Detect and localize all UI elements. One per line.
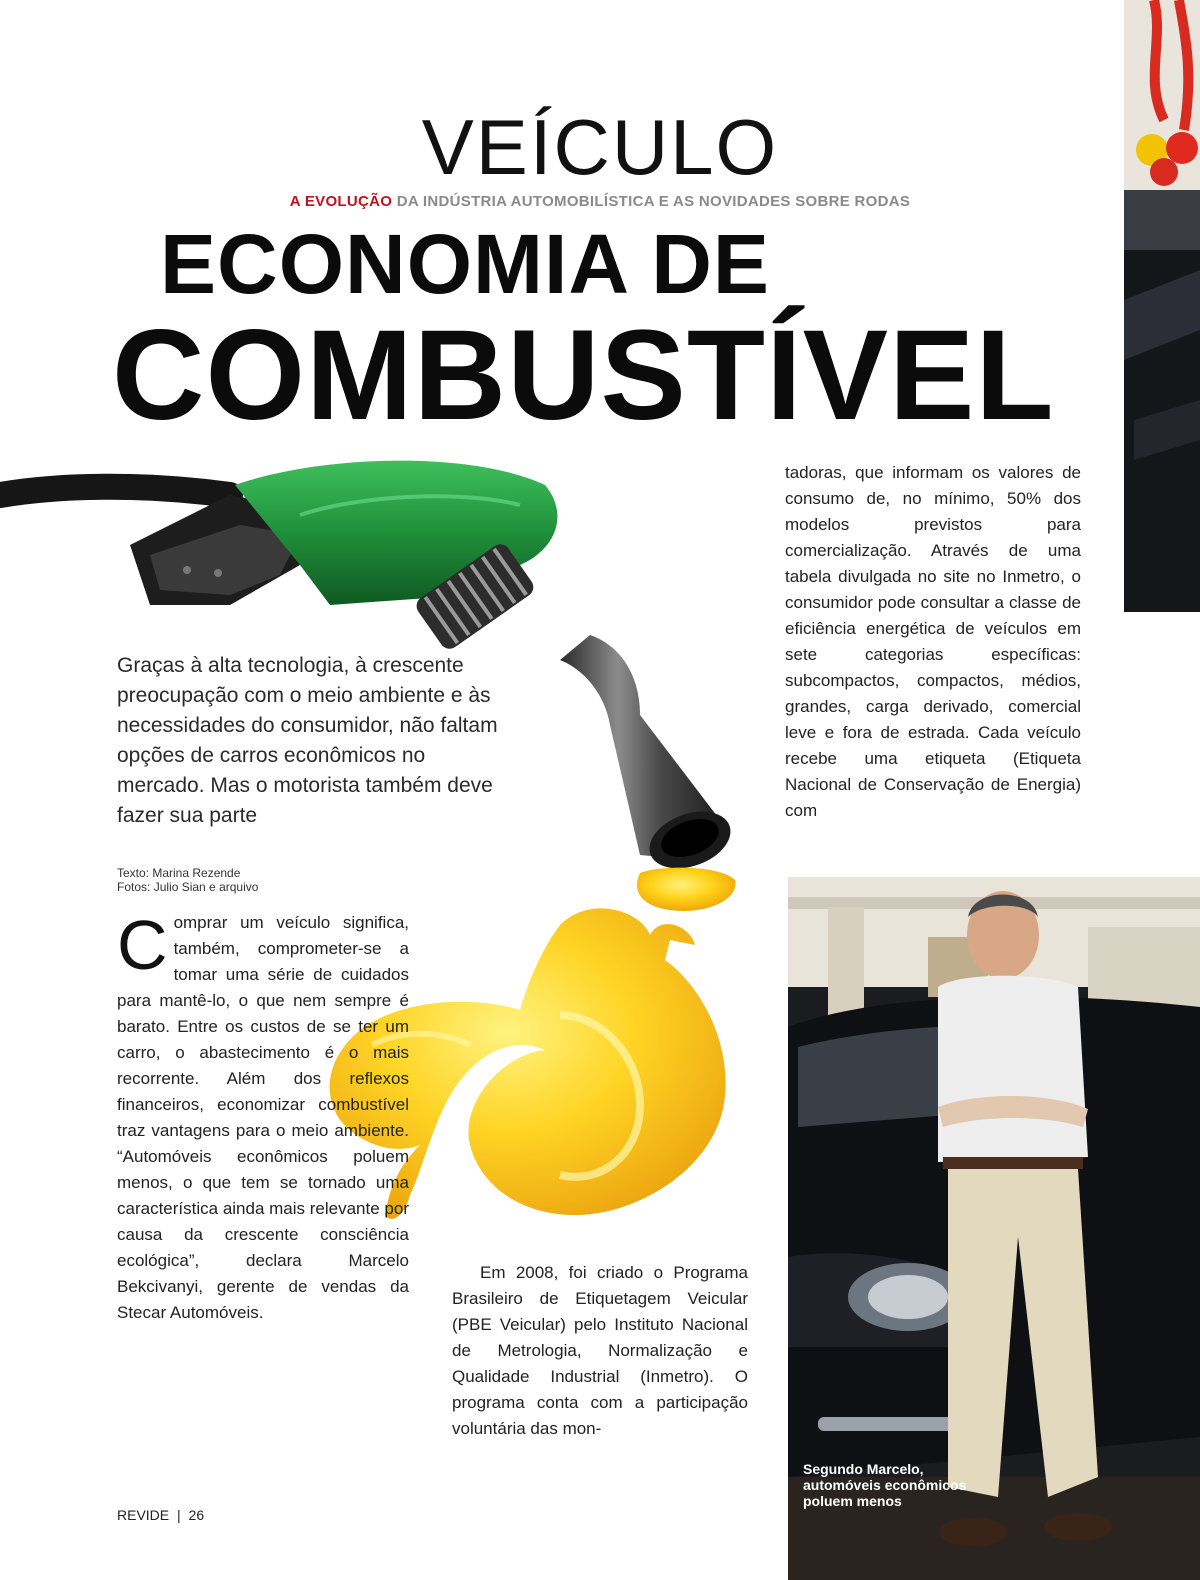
section-subtitle	[0, 193, 1200, 210]
text-credit-author: Marina Rezende	[149, 866, 241, 880]
magazine-name: REVIDE	[117, 1507, 170, 1523]
footer-separator: |	[177, 1507, 181, 1523]
photo-credit	[117, 880, 258, 894]
headline-line-2: COMBUSTÍVEL	[112, 304, 1055, 447]
article-column-2	[452, 1260, 748, 1442]
photo-credit-label: Fotos:	[117, 880, 151, 894]
article-col2-text: Em 2008, foi criado o Programa Brasileiro de Etiquetagem Veicular (PBE Veicular) pelo Instituto Nacional de Metrologia, Normalização e Qualidade Industrial (Inmetro). O programa conta com a participação voluntária das mon-	[452, 1263, 748, 1438]
page-number: 26	[188, 1507, 205, 1523]
drop-cap: C	[117, 906, 168, 984]
section-title: VEÍCULO	[421, 103, 779, 191]
article-column-1	[117, 906, 409, 1326]
article-col3-text: tadoras, que informam os valores de consumo de, no mínimo, 50% dos modelos previstos para comercialização. Através de uma tabela divulgada no site no Inmetro, o consumidor pode consultar a classe de eficiência energética de veículos em sete categorias específicas: subcompactos, compactos, médios, grandes, carga derivado, comercial leve e fora de estrada. Cada veículo recebe uma etiqueta (Etiqueta Nacional de Conservação de Energia) com	[785, 463, 1081, 820]
photo-caption: Segundo Marcelo, automóveis econômicos poluem menos	[803, 1461, 967, 1509]
article-column-3	[785, 460, 1081, 824]
edge-photo	[1124, 0, 1200, 612]
text-credit	[117, 866, 258, 880]
article-col1-text: omprar um veículo significa, também, comprometer-se a tomar uma série de cuidados para mantê-lo, o que nem sempre é barato. Entre os custos de se ter um carro, o abastecimento é o mais recorrente. Além dos reflexos financeiros, economizar combustível traz vantagens para o meio ambiente. “Automóveis econômicos poluem menos, o que tem se tornado uma característica ainda mais relevante por causa da crescente consciência ecológica”, declara Marcelo Bekcivanyi, gerente de vendas da Stecar Automóveis.	[117, 913, 409, 1322]
photo-credit-author: Julio Sian e arquivo	[150, 880, 259, 894]
subtitle-highlight: A EVOLUÇÃO	[289, 193, 393, 210]
page-footer	[117, 1507, 204, 1523]
subtitle-rest: DA INDÚSTRIA AUTOMOBILÍSTICA E AS NOVIDADES SOBRE RODAS	[392, 193, 911, 210]
credits	[117, 866, 258, 894]
edge-photo-art	[1124, 0, 1200, 612]
text-credit-label: Texto:	[117, 866, 150, 880]
headline-line-1: ECONOMIA DE	[160, 217, 770, 311]
lead-paragraph: Graças à alta tecnologia, à crescente preocupação com o meio ambiente e às necessidades do consumidor, não faltam opções de carros econômicos no mercado. Mas o motorista também deve fazer sua parte	[117, 654, 498, 827]
